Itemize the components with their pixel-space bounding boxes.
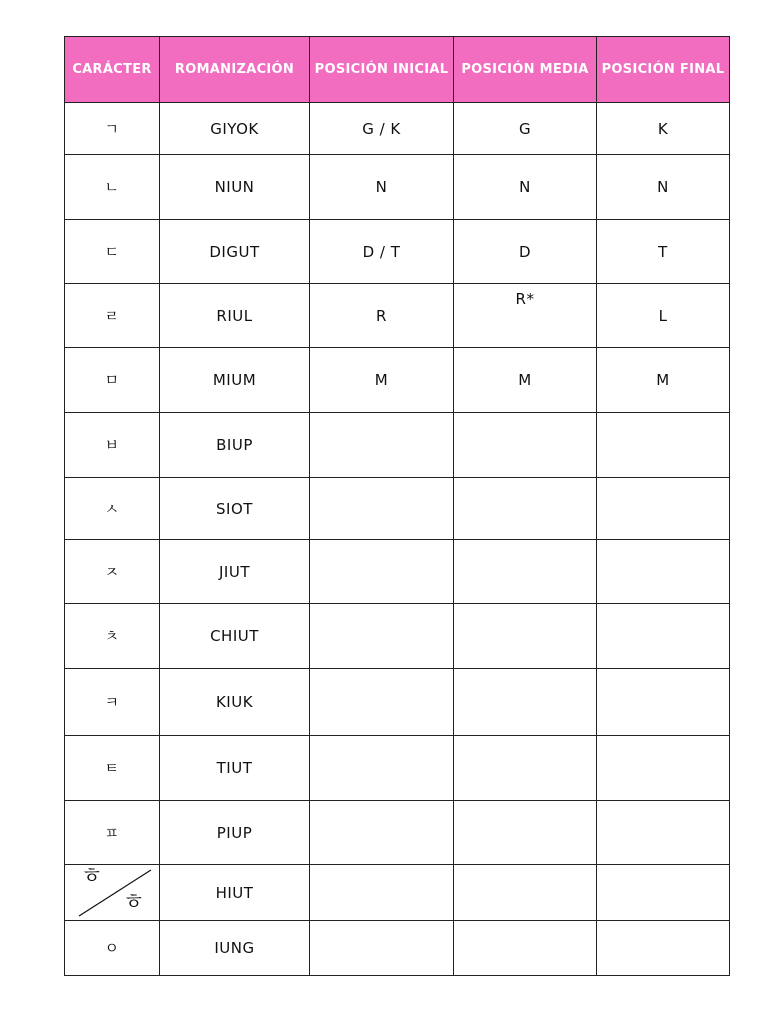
- final-position-cell: [597, 865, 730, 921]
- header-middle-position: POSICIÓN MEDIA: [454, 37, 597, 103]
- middle-position-cell: [454, 604, 597, 669]
- table-row: [65, 865, 730, 921]
- initial-position-cell: D / T: [310, 220, 454, 284]
- hangul-character: ㅋ: [65, 669, 160, 736]
- hangul-character: ㄹ: [65, 284, 160, 348]
- romanization-cell: GIYOK: [160, 103, 310, 155]
- table-row: [65, 604, 730, 669]
- middle-position-cell: M: [454, 348, 597, 413]
- romanization-cell: SIOT: [160, 478, 310, 540]
- romanization-cell: NIUN: [160, 155, 310, 220]
- initial-position-cell: [310, 478, 454, 540]
- middle-position-cell: D: [454, 220, 597, 284]
- table-row: [65, 348, 730, 413]
- header-romanization: ROMANIZACIÓN: [160, 37, 310, 103]
- middle-position-cell: [454, 865, 597, 921]
- hangul-character-variant: ㅎ: [123, 889, 145, 915]
- final-position-cell: [597, 921, 730, 976]
- header-initial-position: POSICIÓN INICIAL: [310, 37, 454, 103]
- middle-position-cell: G: [454, 103, 597, 155]
- table-row: [65, 669, 730, 736]
- table-row: [65, 155, 730, 220]
- final-position-cell: N: [597, 155, 730, 220]
- header-row: [65, 37, 730, 103]
- initial-position-cell: G / K: [310, 103, 454, 155]
- romanization-cell: BIUP: [160, 413, 310, 478]
- final-position-cell: [597, 669, 730, 736]
- final-position-cell: K: [597, 103, 730, 155]
- initial-position-cell: [310, 921, 454, 976]
- header-final-position: POSICIÓN FINAL: [597, 37, 730, 103]
- initial-position-cell: [310, 604, 454, 669]
- hangul-character: ㅍ: [65, 801, 160, 865]
- final-position-cell: L: [597, 284, 730, 348]
- final-position-cell: [597, 478, 730, 540]
- hangul-character: ㄷ: [65, 220, 160, 284]
- middle-position-cell: [454, 801, 597, 865]
- romanization-cell: KIUK: [160, 669, 310, 736]
- initial-position-cell: [310, 801, 454, 865]
- hangul-character-split: [65, 865, 160, 921]
- middle-position-cell: [454, 540, 597, 604]
- initial-position-cell: M: [310, 348, 454, 413]
- final-position-cell: [597, 540, 730, 604]
- initial-position-cell: [310, 540, 454, 604]
- table-row: [65, 284, 730, 348]
- table-row: [65, 478, 730, 540]
- romanization-cell: TIUT: [160, 736, 310, 801]
- middle-position-cell: [454, 669, 597, 736]
- initial-position-cell: [310, 669, 454, 736]
- hangul-character-variant: ㅎ: [81, 864, 103, 889]
- hangul-consonant-table: [64, 36, 730, 976]
- middle-position-cell: [454, 736, 597, 801]
- initial-position-cell: [310, 413, 454, 478]
- final-position-cell: T: [597, 220, 730, 284]
- table-row: [65, 540, 730, 604]
- romanization-cell: MIUM: [160, 348, 310, 413]
- final-position-cell: M: [597, 348, 730, 413]
- initial-position-cell: R: [310, 284, 454, 348]
- hangul-character: ㅈ: [65, 540, 160, 604]
- final-position-cell: [597, 413, 730, 478]
- hangul-character: ㄴ: [65, 155, 160, 220]
- middle-position-cell: [454, 478, 597, 540]
- hangul-character: ㅂ: [65, 413, 160, 478]
- romanization-cell: IUNG: [160, 921, 310, 976]
- table-row: [65, 736, 730, 801]
- romanization-cell: HIUT: [160, 865, 310, 921]
- middle-position-cell: R*: [454, 284, 597, 348]
- romanization-cell: DIGUT: [160, 220, 310, 284]
- hangul-character: ㅇ: [65, 921, 160, 976]
- final-position-cell: [597, 801, 730, 865]
- hangul-character: ㅌ: [65, 736, 160, 801]
- romanization-cell: PIUP: [160, 801, 310, 865]
- romanization-cell: CHIUT: [160, 604, 310, 669]
- header-character: CARÁCTER: [65, 37, 160, 103]
- table-row: [65, 220, 730, 284]
- middle-position-cell: [454, 921, 597, 976]
- table-row: [65, 103, 730, 155]
- romanization-cell: JIUT: [160, 540, 310, 604]
- middle-position-cell: [454, 413, 597, 478]
- table-row: [65, 801, 730, 865]
- table-row: [65, 413, 730, 478]
- initial-position-cell: [310, 865, 454, 921]
- initial-position-cell: N: [310, 155, 454, 220]
- final-position-cell: [597, 604, 730, 669]
- hangul-character: ㅅ: [65, 478, 160, 540]
- hangul-character: ㅊ: [65, 604, 160, 669]
- romanization-cell: RIUL: [160, 284, 310, 348]
- middle-position-cell: N: [454, 155, 597, 220]
- table-row: [65, 921, 730, 976]
- final-position-cell: [597, 736, 730, 801]
- hangul-character: ㄱ: [65, 103, 160, 155]
- initial-position-cell: [310, 736, 454, 801]
- hangul-character: ㅁ: [65, 348, 160, 413]
